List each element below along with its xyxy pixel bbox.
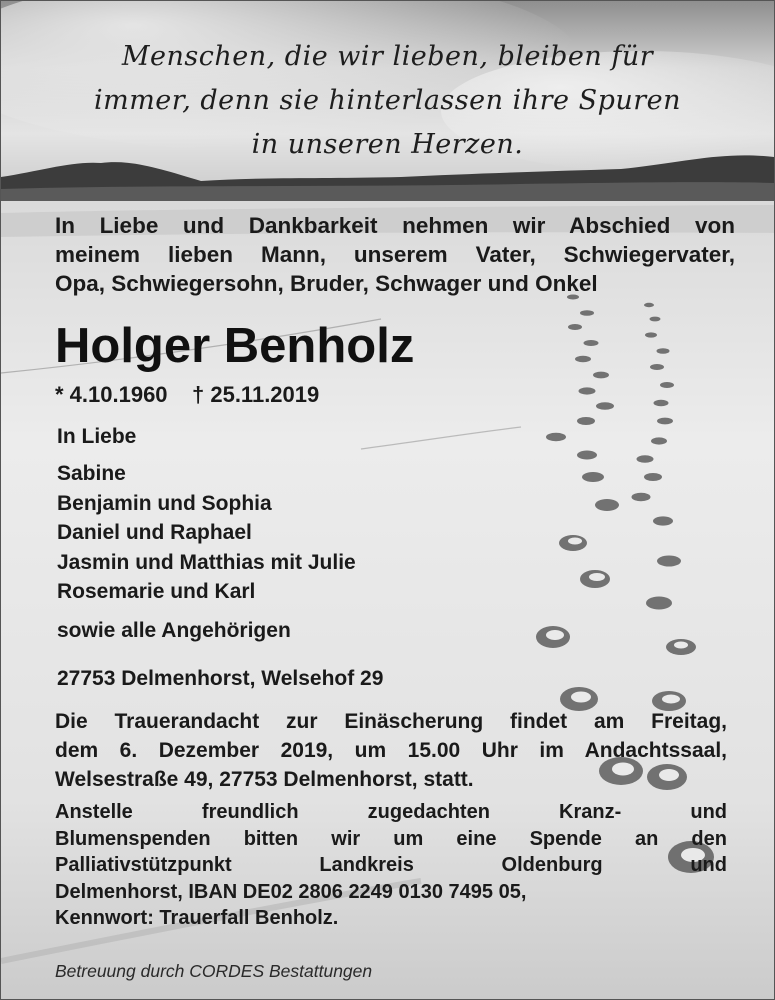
family-address: 27753 Delmenhorst, Welsehof 29 <box>57 667 384 690</box>
deceased-name: Holger Benholz <box>55 319 415 373</box>
donation-line: Kennwort: Trauerfall Benholz. <box>55 907 339 929</box>
mourner-name: Rosemarie und Karl <box>57 580 256 603</box>
memorial-quote <box>1 35 774 167</box>
intro-line: In Liebe und Dankbarkeit nehmen wir Abschied von <box>55 213 735 238</box>
mourner-name: Daniel und Raphael <box>57 521 252 544</box>
donation-line: Anstelle freundlich zugedachten Kranz- und <box>55 801 727 823</box>
relatives-line: sowie alle Angehörigen <box>57 619 291 642</box>
mourner-name: Sabine <box>57 462 126 485</box>
donation-notice <box>55 799 727 932</box>
ceremony-line: Die Trauerandacht zur Einäscherung findet am Freitag, <box>55 710 727 733</box>
donation-line: Delmenhorst, IBAN DE02 2806 2249 0130 7495 05, <box>55 880 527 903</box>
farewell-intro <box>55 211 735 298</box>
mourners-list <box>57 459 356 607</box>
death-date: † 25.11.2019 <box>192 382 320 407</box>
funeral-home-credit: Betreuung durch CORDES Bestattungen <box>55 961 373 981</box>
mourners-intro: In Liebe <box>57 425 137 448</box>
intro-line: meinem lieben Mann, unserem Vater, Schwiegervater, <box>55 242 735 267</box>
quote-line: in unseren Herzen. <box>251 129 524 160</box>
life-dates <box>55 381 319 409</box>
mourner-name: Benjamin und Sophia <box>57 491 272 515</box>
mourner-name: Jasmin und Matthias mit Julie <box>57 550 356 574</box>
ceremony-line: dem 6. Dezember 2019, um 15.00 Uhr im Andachtssaal, <box>55 739 727 762</box>
birth-date: * 4.10.1960 <box>55 382 168 407</box>
ceremony-line: Welsestraße 49, 27753 Delmenhorst, statt. <box>55 768 474 791</box>
quote-line: immer, denn sie hinterlassen ihre Spuren <box>93 85 682 116</box>
quote-line: Menschen, die wir lieben, bleiben für <box>121 41 654 72</box>
ceremony-notice <box>55 707 727 794</box>
donation-line: Blumenspenden bitten wir um eine Spende an den <box>55 827 727 850</box>
donation-line: Palliativstützpunkt Landkreis Oldenburg und <box>55 854 727 876</box>
intro-line: Opa, Schwiegersohn, Bruder, Schwager und Onkel <box>55 271 598 296</box>
